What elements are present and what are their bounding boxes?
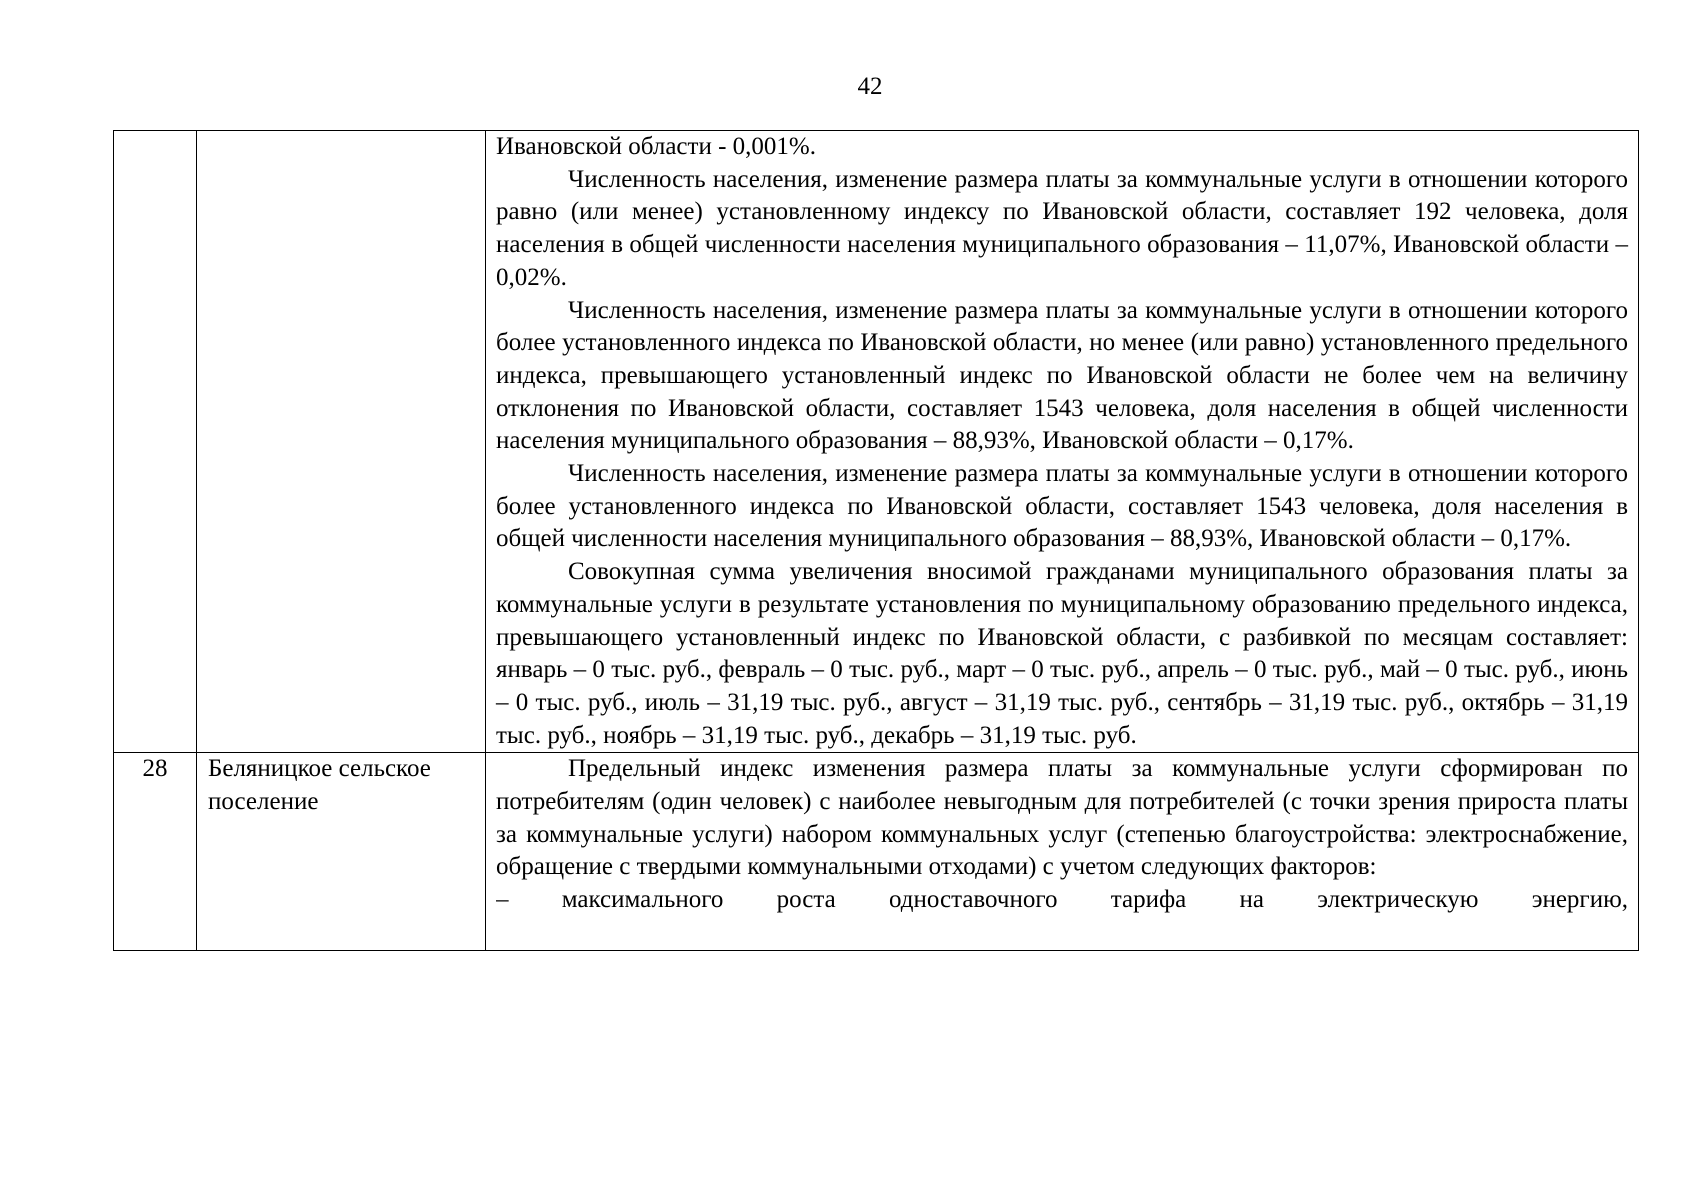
municipality-name-cell — [197, 131, 486, 753]
description-paragraph: Совокупная сумма увеличения вносимой гражданами муниципального образования платы за коммунальные услуги в результате установления по муниципальному образованию предельного индекса, превышающего установленный индекс по Ивановской области, с разбивкой по месяцам составляет: январь – 0 тыс. руб., февраль – 0 тыс. руб., март – 0 тыс. руб., апрель – 0 тыс. руб., май – 0 тыс. руб., июнь – 0 тыс. руб., июль – 31,19 тыс. руб., август – 31,19 тыс. руб., сентябрь – 31,19 тыс. руб., октябрь – 31,19 тыс. руб., ноябрь – 31,19 тыс. руб., декабрь – 31,19 тыс. руб. — [496, 558, 1628, 749]
description-paragraph: Численность населения, изменение размера платы за коммунальные услуги в отношении которого равно (или менее) установленному индексу по Ивановской области, составляет 192 человека, доля населения в общей численности населения муниципального образования – 11,07%, Ивановской области – 0,02%. — [496, 165, 1628, 291]
description-paragraph: Предельный индекс изменения размера платы за коммунальные услуги сформирован по потребителям (один человек) с наиболее невыгодным для потребителей (с точки зрения прироста платы за коммунальные услуги) набором коммунальных услуг (степенью благоустройства: электроснабжение, обращение с твердыми коммунальными отходами) с учетом следующих факторов: — [496, 755, 1628, 881]
table-row — [114, 131, 1639, 753]
table-row — [114, 753, 1639, 951]
row-number-cell: 28 — [114, 753, 197, 951]
document-table — [113, 130, 1639, 951]
row-number-cell — [114, 131, 197, 753]
description-paragraph: Численность населения, изменение размера платы за коммунальные услуги в отношении которого более установленного индекса по Ивановской области, составляет 1543 человека, доля населения в общей численности населения муниципального образования – 88,93%, Ивановской области – 0,17%. — [496, 460, 1628, 553]
description-paragraph: – максимального роста одноставочного тарифа на электрическую энергию, — [496, 886, 1628, 914]
description-paragraph: Ивановской области - 0,001%. — [496, 133, 816, 160]
page-number: 42 — [857, 73, 883, 100]
description-paragraph: Численность населения, изменение размера платы за коммунальные услуги в отношении которого более установленного индекса по Ивановской области, но менее (или равно) установленного предельного индекса, превышающего установленный индекс по Ивановской области не более чем на величину отклонения по Ивановской области, составляет 1543 человека, доля населения в общей численности населения муниципального образования – 88,93%, Ивановской области – 0,17%. — [496, 296, 1628, 455]
description-cell — [486, 131, 1639, 753]
description-clip — [496, 753, 1628, 950]
municipality-name-cell: Беляницкое сельское поселение — [197, 753, 486, 951]
description-cell — [486, 753, 1639, 951]
